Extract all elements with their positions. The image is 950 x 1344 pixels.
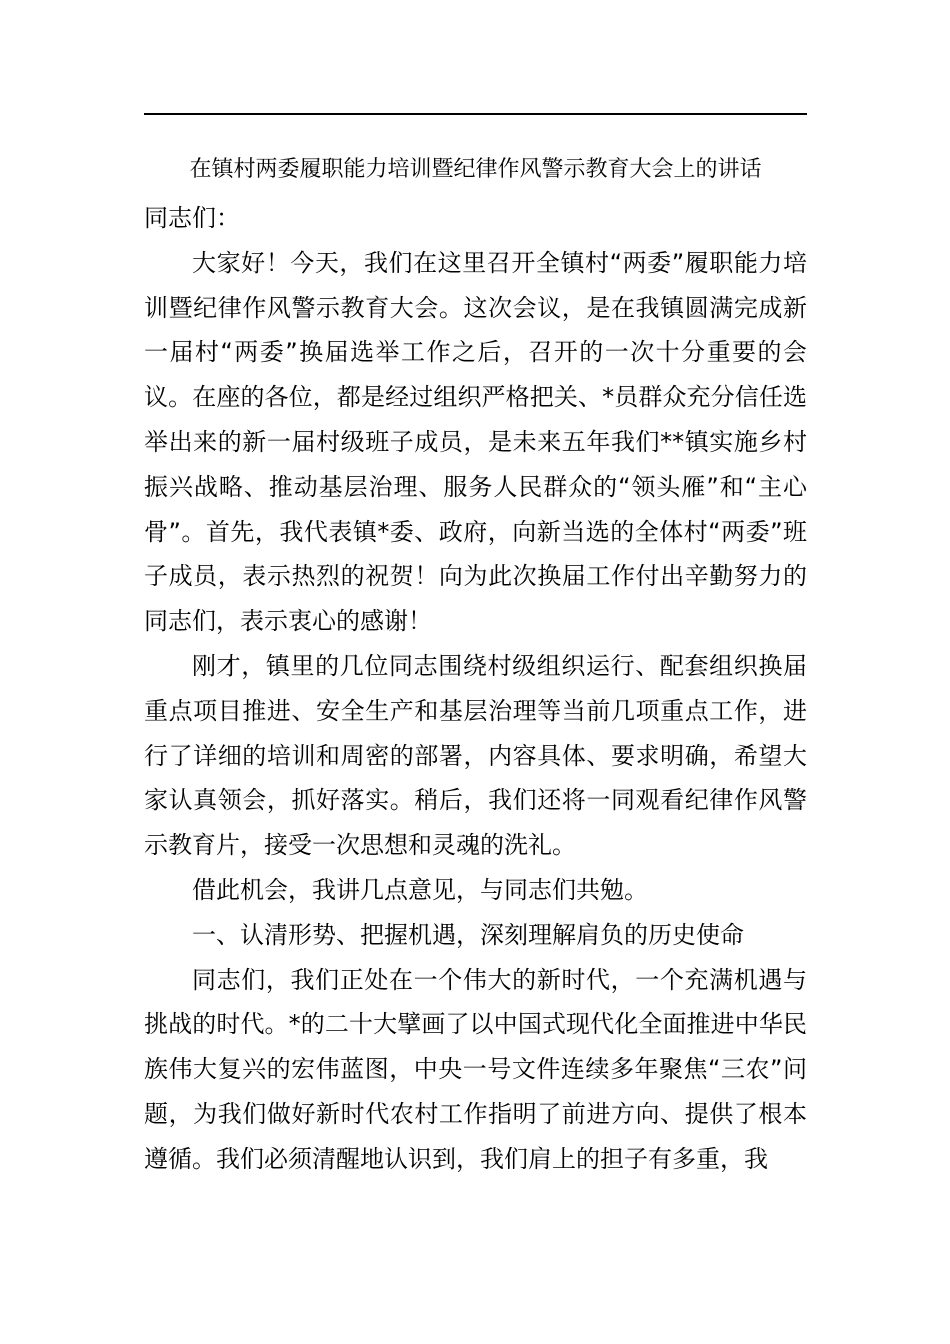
- paragraph-opening: 大家好！今天，我们在这里召开全镇村“两委”履职能力培训暨纪律作风警示教育大会。这次会议，是在我镇圆满完成新一届村“两委”换届选举工作之后，召开的一次十分重要的会议。在座的各位，都是经过组织严格把关、*员群众充分信任选举出来的新一届村级班子成员，是未来五年我们**镇实施乡村振兴战略、推动基层治理、服务人民群众的“领头雁”和“主心骨”。首先，我代表镇*委、政府，向新当选的全体村“两委”班子成员，表示热烈的祝贺！向为此次换届工作付出辛勤努力的同志们，表示衷心的感谢！: [144, 248, 807, 636]
- header-rule: [144, 113, 807, 115]
- paragraph-transition: 借此机会，我讲几点意见，与同志们共勉。: [192, 875, 648, 904]
- section-heading-1: 一、认清形势、把握机遇，深刻理解肩负的历史使命: [192, 920, 744, 949]
- speech-body: [144, 196, 807, 1182]
- paragraph-training-summary: 刚才，镇里的几位同志围绕村级组织运行、配套组织换届重点项目推进、安全生产和基层治理等当前几项重点工作，进行了详细的培训和周密的部署，内容具体、要求明确，希望大家认真领会，抓好落实。稍后，我们还将一同观看纪律作风警示教育片，接受一次思想和灵魂的洗礼。: [144, 651, 807, 860]
- salutation: 同志们：: [144, 204, 240, 232]
- document-title: 在镇村两委履职能力培训暨纪律作风警示教育大会上的讲话: [189, 157, 762, 182]
- paragraph-section-1: 同志们，我们正处在一个伟大的新时代，一个充满机遇与挑战的时代。*的二十大擘画了以中国式现代化全面推进中华民族伟大复兴的宏伟蓝图，中央一号文件连续多年聚焦“三农”问题，为我们做好新时代农村工作指明了前进方向、提供了根本遵循。我们必须清醒地认识到，我们肩上的担子有多重，我: [144, 965, 807, 1173]
